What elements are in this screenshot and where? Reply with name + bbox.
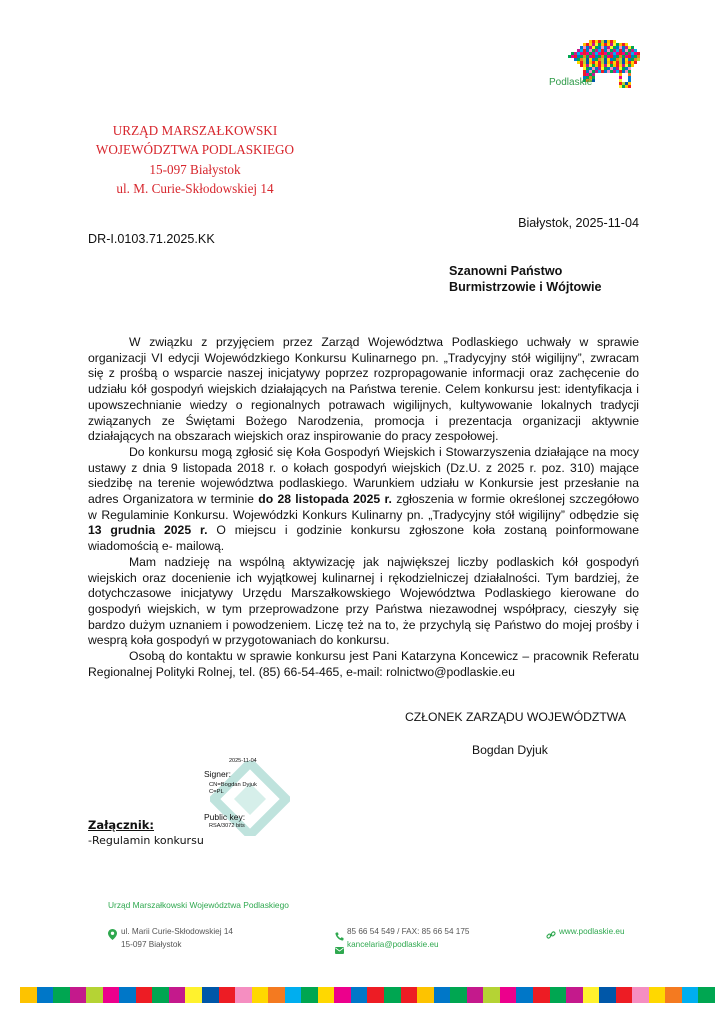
logo-text: Podlaskie (549, 77, 593, 88)
color-block (285, 987, 302, 1003)
text-run: O miejscu i godzinie konkursu zgłoszone koła zostaną poinformowane wiadomością e- mailową. (88, 523, 639, 554)
footer-address (121, 926, 233, 951)
color-block (37, 987, 54, 1003)
color-block (70, 987, 87, 1003)
document-date: Białystok, 2025-11-04 (518, 216, 639, 230)
color-block (367, 987, 384, 1003)
public-key-value: RSA/3072 bits (209, 823, 245, 829)
signer-details (209, 782, 257, 796)
body-paragraph: W związku z przyjęciem przez Zarząd Województwa Podlaskiego uchwały w sprawie organizacji VI edycji Wojewódzkiego Konkursu Kulinarnego pn. „Tradycyjny stół wigilijny”, zwracam się z prośbą o wsparcie naszej inicjatywy poprzez rozpropagowanie informacji oraz zachęcenie do udziału kół gospodyń wiejskich działających na Państwa terenie. Celem konkursu jest: identyfikacja i upowszechnianie wiedzy o regionalnych potrawach wigilijnych, kultywowanie lokalnych tradycji związanych ze Świętami Bożego Narodzenia, promocja i prezentacja organizacji aktywnie działających na obszarach wiejskich oraz inspirowanie do pracy zespołowej. (88, 335, 639, 444)
letterhead-line: URZĄD MARSZAŁKOWSKI (112, 123, 278, 138)
footer-phone: 85 66 54 549 / FAX: 85 66 54 175 (347, 927, 470, 936)
body-paragraph (88, 445, 639, 555)
text-run: Do konkursu mogą zgłosić się Koła Gospodyń Wiejskich i Stowarzyszenia działające na mocy ustawy z dnia 9 listopada 2018 r. o kołach gospodyń wiejskich (Dz.U. z 2025 r. poz. 310) mające siedzibę na terenie województwa podlaskiego. Warunkiem udziału w Konkursie jest przesłanie na adres Organizatora w terminie (88, 444, 639, 507)
addressee (449, 263, 602, 295)
signer-country: C=PL (209, 789, 224, 795)
color-block (53, 987, 70, 1003)
reference-number: DR-I.0103.71.2025.KK (88, 232, 215, 246)
color-block (467, 987, 484, 1003)
color-block (202, 987, 219, 1003)
color-block (566, 987, 583, 1003)
color-block (268, 987, 285, 1003)
color-block (616, 987, 633, 1003)
addressee-line: Szanowni Państwo (449, 264, 563, 278)
signature-date: 2025-11-04 (229, 758, 257, 764)
color-block (86, 987, 103, 1003)
color-block (152, 987, 169, 1003)
contest-date: 13 grudnia 2025 r. (88, 523, 208, 538)
color-block (103, 987, 120, 1003)
color-block (169, 987, 186, 1003)
color-block (185, 987, 202, 1003)
text-run: zgłoszenia w formie określonej szczegółowo w Regulaminie Konkursu. Wojewódzki Konkurs Kulinarny pn. „Tradycyjny stół wigilijny” odbędzie się (88, 492, 639, 522)
color-block (334, 987, 351, 1003)
color-block (583, 987, 600, 1003)
attachment-title: Załącznik: (88, 818, 155, 832)
body-paragraph: Osobą do kontaktu w sprawie konkursu jest Pani Katarzyna Koncewicz – pracownik Referatu Regionalnej Polityki Rolnej, tel. (85) 66-54-465, e-mail: rolnictwo@podlaskie.eu (88, 649, 639, 679)
color-block (682, 987, 699, 1003)
letterhead (80, 121, 310, 198)
address-line: 15-097 Białystok (121, 939, 182, 949)
color-block (351, 987, 368, 1003)
color-block (401, 987, 418, 1003)
footer-organization: Urząd Marszałkowski Województwa Podlaskiego (108, 900, 289, 910)
color-block (434, 987, 451, 1003)
letterhead-line: ul. M. Curie-Skłodowskiej 14 (116, 180, 274, 196)
color-block (119, 987, 136, 1003)
color-block (252, 987, 269, 1003)
address-line: ul. Marii Curie-Skłodowskiej 14 (121, 927, 233, 936)
location-pin-icon (108, 927, 117, 945)
color-block (516, 987, 533, 1003)
color-block (550, 987, 567, 1003)
color-block (301, 987, 318, 1003)
deadline-date: do 28 listopada 2025 r. (258, 492, 392, 507)
color-block (219, 987, 236, 1003)
envelope-icon (335, 941, 344, 959)
attachment-item: -Regulamin konkursu (88, 834, 204, 847)
color-block (533, 987, 550, 1003)
color-block (136, 987, 153, 1003)
public-key-label: Public key: (204, 812, 246, 822)
color-block (318, 987, 335, 1003)
footer-email[interactable]: kancelaria@podlaskie.eu (347, 940, 439, 949)
color-block (450, 987, 467, 1003)
color-block (632, 987, 649, 1003)
color-block (20, 987, 37, 1003)
footer-website[interactable]: www.podlaskie.eu (559, 927, 625, 936)
color-block (384, 987, 401, 1003)
signer-name: Bogdan Dyjuk (472, 743, 548, 757)
signer-label: Signer: (204, 769, 231, 779)
color-block (417, 987, 434, 1003)
addressee-line: Burmistrzowie i Wójtowie (449, 280, 602, 294)
electronic-signature-stamp (200, 757, 295, 837)
color-block (649, 987, 666, 1003)
body-paragraph: Mam nadzieję na wspólną aktywizację jak największej liczby podlaskich kół gospodyń wiejskich oraz docenienie ich wyjątkowej kulinarnej i rękodzielniczej działalności. Tym bardziej, że dotychczasowe inicjatywy Urzędu Marszałkowskiego Województwa Podlaskiego kierowane do gospodyń wiejskich, w tym przeprowadzone przy Państwa niezawodnej współpracy, cieszyły się bardzo dużym uznaniem i powodzeniem. Liczę też na to, że przychylą się Państwo do mojej prośby i wesprą koła gospodyń w przygotowaniach do konkursu. (88, 554, 639, 648)
signer-position: CZŁONEK ZARZĄDU WOJEWÓDZTWA (405, 710, 626, 724)
color-block (235, 987, 252, 1003)
letter-body (88, 335, 639, 680)
color-block (500, 987, 517, 1003)
color-block (599, 987, 616, 1003)
decorative-color-bar (20, 987, 715, 1003)
link-icon (546, 927, 556, 945)
signer-cn: CN=Bogdan Dyjuk (209, 782, 257, 788)
letterhead-line: 15-097 Białystok (149, 161, 241, 177)
letterhead-line: WOJEWÓDZTWA PODLASKIEGO (95, 142, 295, 158)
color-block (698, 987, 715, 1003)
color-block (665, 987, 682, 1003)
color-block (483, 987, 500, 1003)
